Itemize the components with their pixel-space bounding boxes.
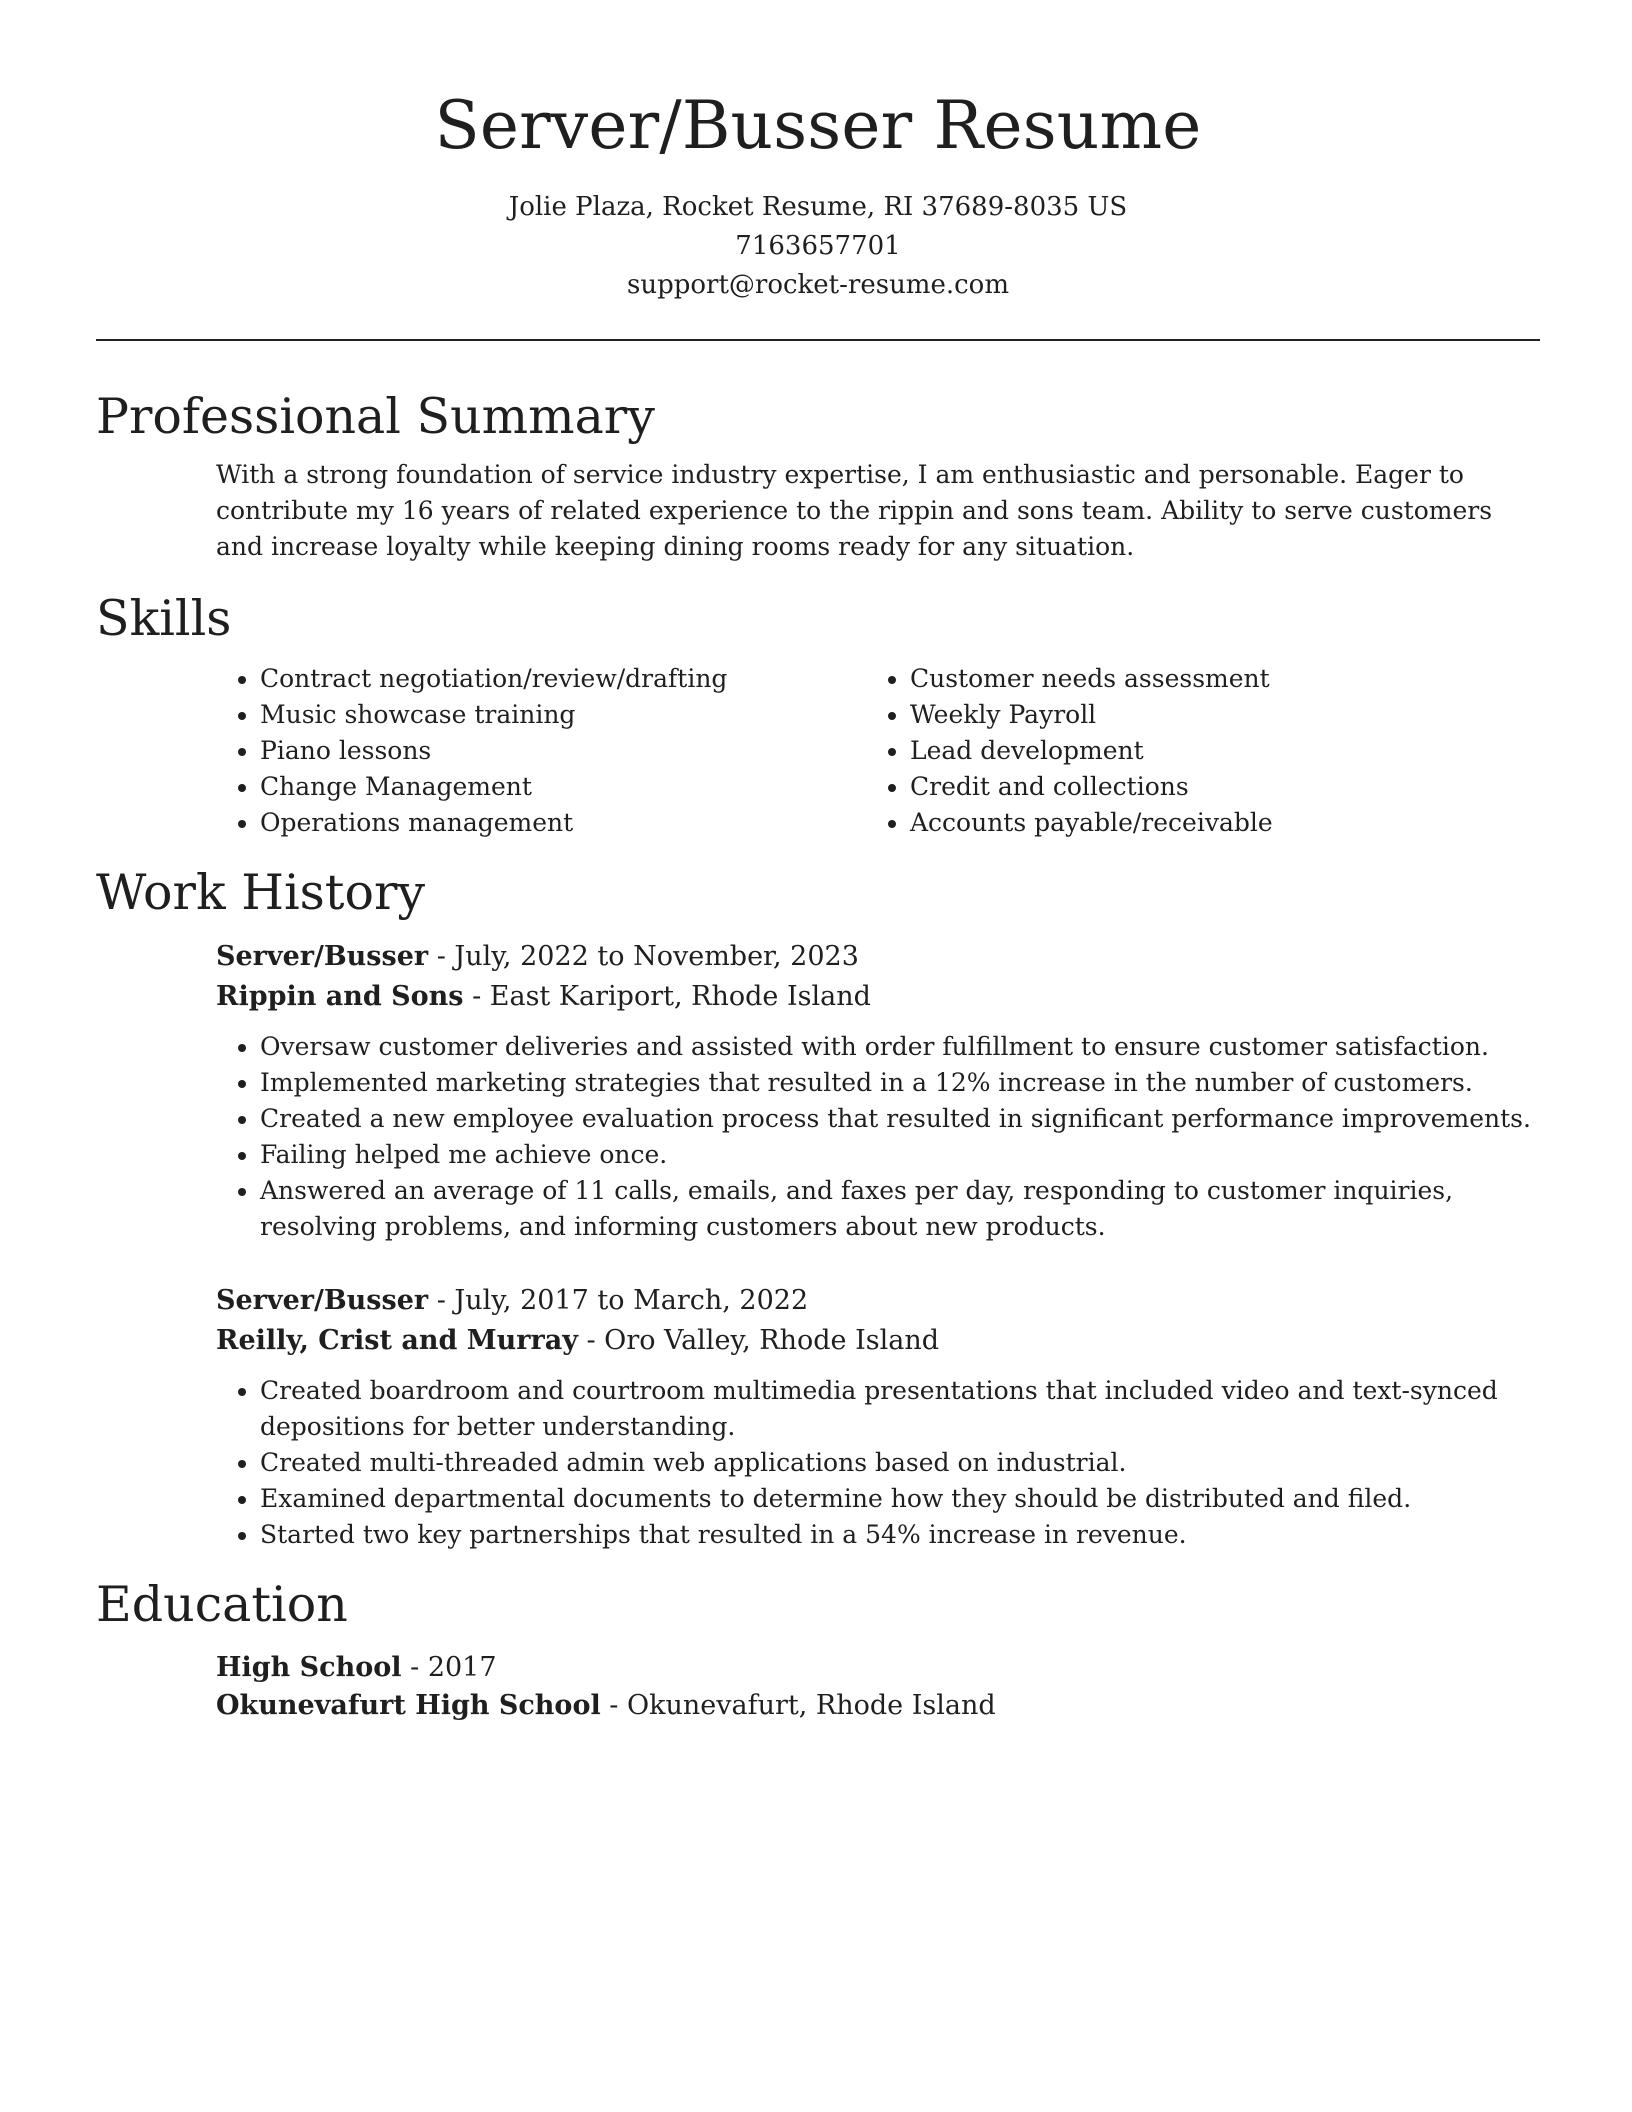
job-bullet: • Created boardroom and courtroom multimedia presentations that included video and text-synced depositions for better understanding. [260,1373,1540,1445]
job-bullet: • Oversaw customer deliveries and assisted with order fulfillment to ensure customer satisfaction. [260,1029,1540,1065]
page-title: Server/Busser Resume [434,87,1202,164]
job-company: Rippin and Sons [216,981,464,1012]
skill-item: • Credit and collections [910,769,1516,805]
job-company: Reilly, Crist and Murray [216,1325,578,1356]
school-line [216,1687,1540,1725]
skill-item: • Contract negotiation/review/drafting [260,661,866,697]
job-title: Server/Busser [216,1285,429,1316]
job-title-line [216,937,1540,977]
skills-list [216,661,1540,841]
work-history-section [96,863,1540,1553]
work-history-heading: Work History [96,864,426,921]
job-location: - East Kariport, Rhode Island [463,981,871,1012]
skill-item: • Piano lessons [260,733,866,769]
job-company-line [216,1321,1540,1361]
job-title-line [216,1281,1540,1321]
address-text: Jolie Plaza, Rocket Resume, RI 37689-8035 US [508,192,1128,222]
education-heading: Education [96,1576,348,1633]
skill-item: • Operations management [260,805,866,841]
job-title: Server/Busser [216,941,429,972]
job-bullets [216,1373,1540,1553]
email-text: support@rocket-resume.com [626,270,1009,300]
summary-heading: Professional Summary [96,388,655,445]
summary-section [96,387,1540,565]
job-bullet: • Answered an average of 11 calls, emails, and faxes per day, responding to customer inquiries, resolving problems, and informing customers about new products. [260,1173,1540,1245]
resume-header [96,0,1540,341]
skill-item: • Lead development [910,733,1516,769]
school-location: - Okunevafurt, Rhode Island [600,1690,996,1721]
job-location: - Oro Valley, Rhode Island [577,1325,940,1356]
education-section [96,1575,1540,1725]
work-history-list [216,937,1540,1553]
job-entry [216,1281,1540,1553]
job-bullets [216,1029,1540,1245]
job-bullet: • Started two key partnerships that resulted in a 54% increase in revenue. [260,1517,1540,1553]
school-name: Okunevafurt High School [216,1690,601,1721]
job-dates: - July, 2022 to November, 2023 [428,941,859,972]
skill-item: • Accounts payable/receivable [910,805,1516,841]
degree-year: - 2017 [401,1652,497,1683]
job-company-line [216,977,1540,1017]
skills-column-left [216,661,866,841]
header-divider [96,339,1540,341]
education-entry [216,1649,1540,1725]
job-bullet: • Implemented marketing strategies that resulted in a 12% increase in the number of customers. [260,1065,1540,1101]
job-entry [216,937,1540,1245]
skill-item: • Customer needs assessment [910,661,1516,697]
skill-item: • Weekly Payroll [910,697,1516,733]
phone-text: 7163657701 [735,231,901,261]
job-dates: - July, 2017 to March, 2022 [428,1285,809,1316]
job-bullet: • Created a new employee evaluation process that resulted in significant performance improvements. [260,1101,1540,1137]
degree-name: High School [216,1652,402,1683]
resume-page [96,0,1540,1725]
contact-info [96,188,1540,305]
summary-text: With a strong foundation of service industry expertise, I am enthusiastic and personable. Eager to contribute my 16 years of related experience to the rippin and sons team. Ability to serve customers and increase loyalty while keeping dining rooms ready for any situation. [216,460,1493,561]
skills-heading: Skills [96,590,232,647]
job-bullet: • Created multi-threaded admin web applications based on industrial. [260,1445,1540,1481]
skill-item: • Music showcase training [260,697,866,733]
skill-item: • Change Management [260,769,866,805]
job-bullet: • Examined departmental documents to determine how they should be distributed and filed. [260,1481,1540,1517]
job-bullet: • Failing helped me achieve once. [260,1137,1540,1173]
skills-column-right [866,661,1516,841]
skills-section [96,589,1540,841]
degree-line [216,1649,1540,1687]
